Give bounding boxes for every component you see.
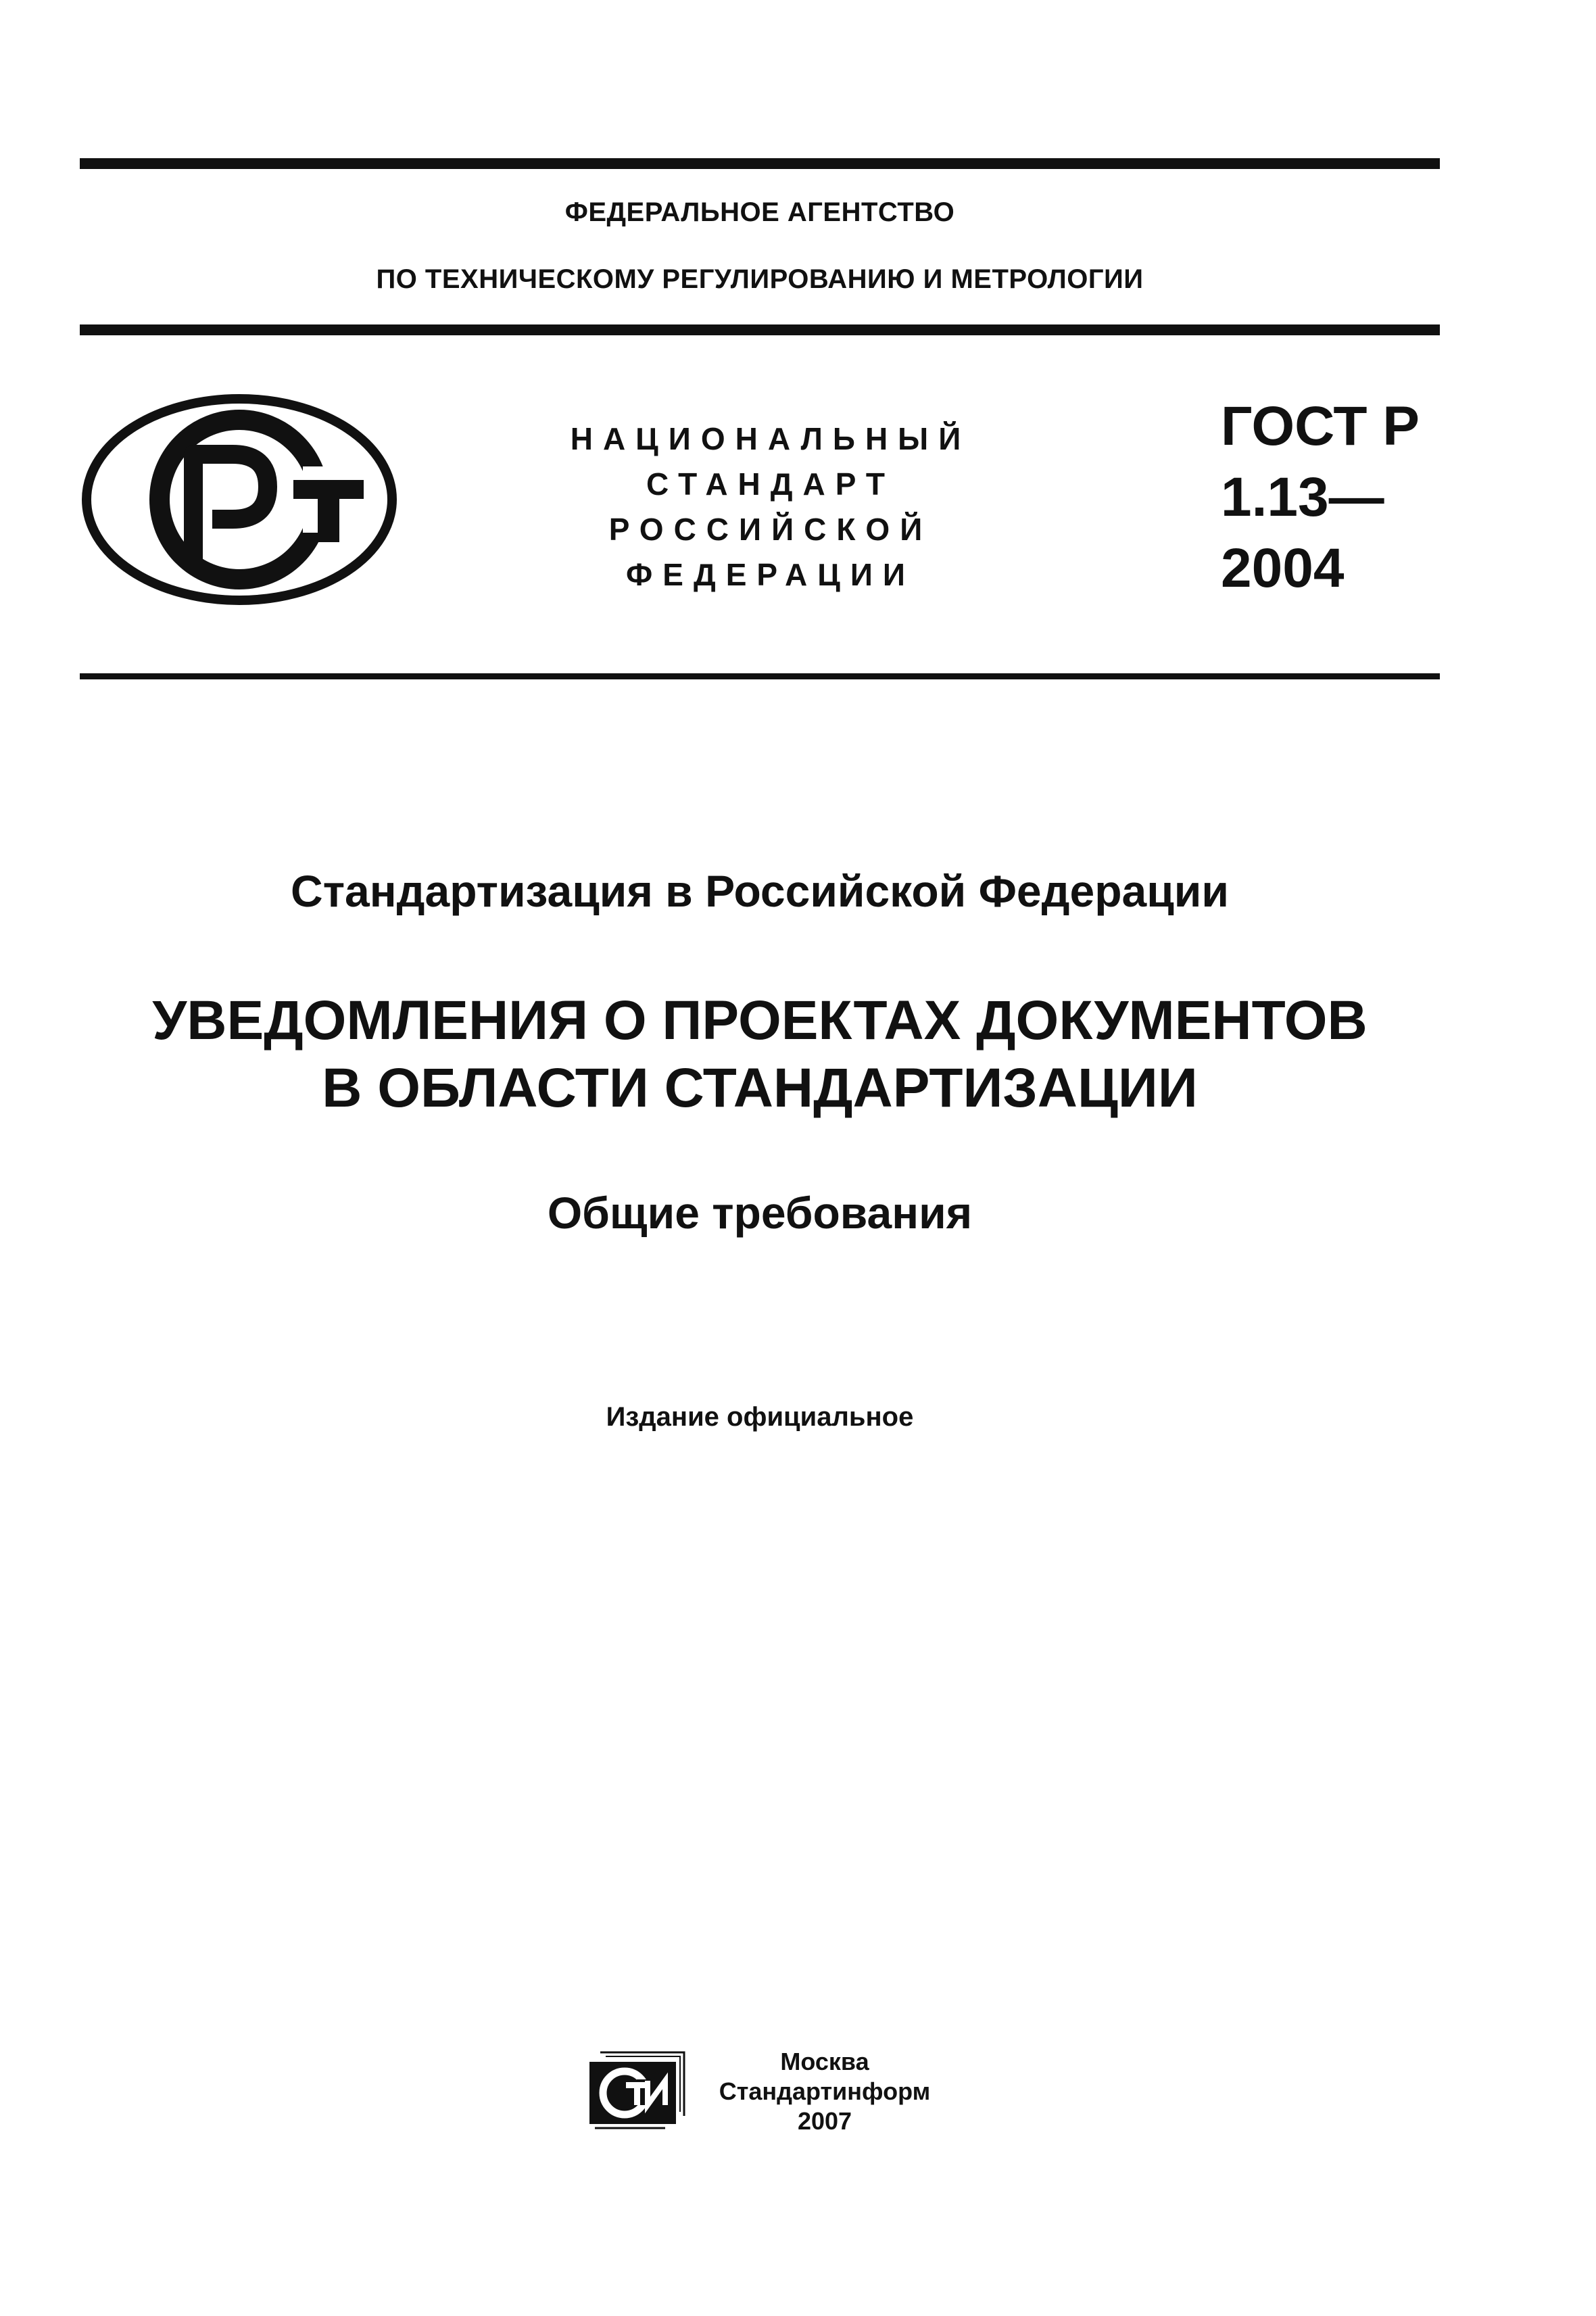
national-standard-label [521, 416, 1021, 598]
title-block-rule [80, 673, 1440, 679]
standard-designation [1221, 391, 1420, 604]
document-title [80, 987, 1440, 1122]
rst-emblem-icon [80, 392, 399, 607]
series-title: Стандартизация в Российской Федерации [291, 866, 1229, 916]
agency-line-1: ФЕДЕРАЛЬНОЕ АГЕНТСТВО [564, 197, 955, 227]
document-title-line-1: УВЕДОМЛЕНИЯ О ПРОЕКТАХ ДОКУМЕНТОВ [152, 990, 1368, 1051]
designation-line-3: 2004 [1221, 537, 1345, 599]
agency-line-2: ПО ТЕХНИЧЕСКОМУ РЕГУЛИРОВАНИЮ И МЕТРОЛОГИИ [376, 264, 1144, 294]
national-line-3: РОССИЙСКОЙ [608, 512, 933, 547]
designation-line-1: ГОСТ Р [1221, 395, 1420, 457]
publisher-imprint [703, 2047, 946, 2136]
imprint-year: 2007 [797, 2107, 852, 2135]
imprint-city: Москва [780, 2048, 869, 2075]
document-title-line-2: В ОБЛАСТИ СТАНДАРТИЗАЦИИ [322, 1057, 1198, 1119]
standartinform-logo-icon [585, 2048, 687, 2132]
national-line-2: СТАНДАРТ [646, 466, 895, 502]
imprint-publisher: Стандартинформ [719, 2077, 931, 2105]
national-line-4: ФЕДЕРАЦИИ [626, 557, 915, 592]
document-subtitle: Общие требования [547, 1188, 973, 1238]
header-bottom-rule [80, 324, 1440, 335]
top-rule [80, 158, 1440, 169]
national-line-1: НАЦИОНАЛЬНЫЙ [570, 421, 971, 456]
edition-label: Издание официальное [606, 1402, 914, 1432]
designation-line-2: 1.13— [1221, 466, 1384, 528]
